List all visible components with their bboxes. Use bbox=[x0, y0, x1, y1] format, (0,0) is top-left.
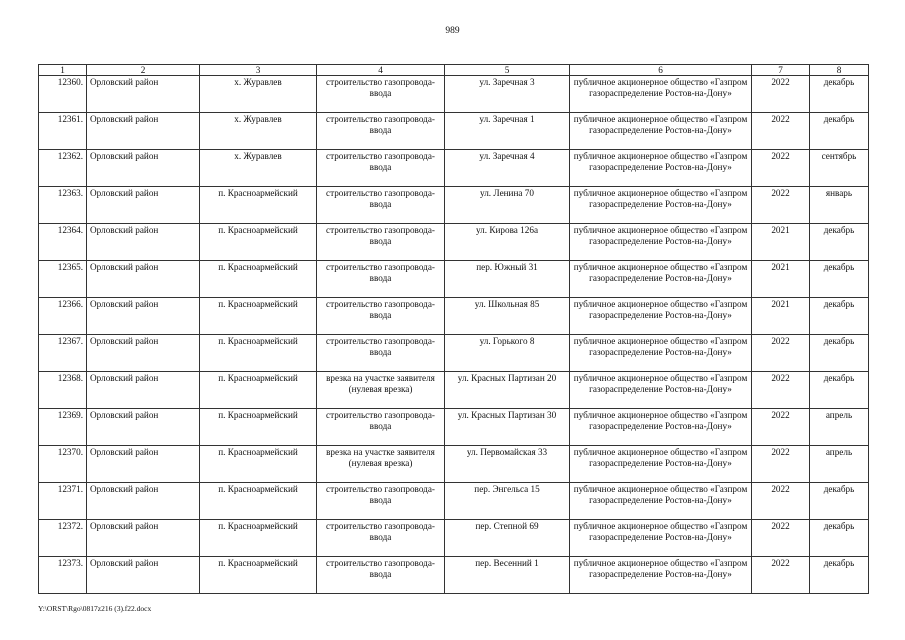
work-type-cell: строительство газопровода-ввода bbox=[317, 261, 445, 298]
address-cell: пер. Весенний 1 bbox=[445, 557, 570, 594]
district-cell: Орловский район bbox=[87, 483, 200, 520]
month-cell: сентябрь bbox=[810, 150, 869, 187]
month-cell: декабрь bbox=[810, 113, 869, 150]
work-type-cell: строительство газопровода-ввода bbox=[317, 557, 445, 594]
month-cell: декабрь bbox=[810, 298, 869, 335]
year-cell: 2022 bbox=[752, 150, 810, 187]
month-cell: декабрь bbox=[810, 372, 869, 409]
work-type-cell: врезка на участке заявителя (нулевая врезка) bbox=[317, 372, 445, 409]
organization-cell: публичное акционерное общество «Газпром газораспределение Ростов-на-Дону» bbox=[570, 224, 752, 261]
page-number: 989 bbox=[445, 26, 460, 36]
work-type-cell: строительство газопровода-ввода bbox=[317, 150, 445, 187]
organization-cell: публичное акционерное общество «Газпром газораспределение Ростов-на-Дону» bbox=[570, 409, 752, 446]
table-row bbox=[39, 224, 869, 261]
settlement-cell: п. Красноармейский bbox=[200, 483, 317, 520]
address-cell: ул. Первомайская 33 bbox=[445, 446, 570, 483]
table-row bbox=[39, 76, 869, 113]
row-number-cell: 12360. bbox=[39, 76, 87, 113]
table-row bbox=[39, 446, 869, 483]
year-cell: 2021 bbox=[752, 298, 810, 335]
table-row bbox=[39, 113, 869, 150]
table-row bbox=[39, 483, 869, 520]
work-type-cell: строительство газопровода-ввода bbox=[317, 335, 445, 372]
row-number-cell: 12363. bbox=[39, 187, 87, 224]
district-cell: Орловский район bbox=[87, 409, 200, 446]
district-cell: Орловский район bbox=[87, 187, 200, 224]
work-type-cell: строительство газопровода-ввода bbox=[317, 483, 445, 520]
work-type-cell: строительство газопровода-ввода bbox=[317, 224, 445, 261]
year-cell: 2022 bbox=[752, 113, 810, 150]
row-number-cell: 12371. bbox=[39, 483, 87, 520]
column-header: 8 bbox=[810, 65, 869, 76]
column-header: 5 bbox=[445, 65, 570, 76]
district-cell: Орловский район bbox=[87, 76, 200, 113]
work-type-cell: врезка на участке заявителя (нулевая врезка) bbox=[317, 446, 445, 483]
column-header: 4 bbox=[317, 65, 445, 76]
district-cell: Орловский район bbox=[87, 150, 200, 187]
row-number-cell: 12367. bbox=[39, 335, 87, 372]
year-cell: 2021 bbox=[752, 261, 810, 298]
organization-cell: публичное акционерное общество «Газпром газораспределение Ростов-на-Дону» bbox=[570, 446, 752, 483]
settlement-cell: х. Журавлев bbox=[200, 150, 317, 187]
year-cell: 2022 bbox=[752, 483, 810, 520]
year-cell: 2022 bbox=[752, 409, 810, 446]
organization-cell: публичное акционерное общество «Газпром газораспределение Ростов-на-Дону» bbox=[570, 76, 752, 113]
organization-cell: публичное акционерное общество «Газпром газораспределение Ростов-на-Дону» bbox=[570, 520, 752, 557]
organization-cell: публичное акционерное общество «Газпром газораспределение Ростов-на-Дону» bbox=[570, 483, 752, 520]
table-row bbox=[39, 520, 869, 557]
settlement-cell: х. Журавлев bbox=[200, 113, 317, 150]
row-number-cell: 12373. bbox=[39, 557, 87, 594]
table-row bbox=[39, 298, 869, 335]
settlement-cell: п. Красноармейский bbox=[200, 520, 317, 557]
month-cell: апрель bbox=[810, 409, 869, 446]
work-type-cell: строительство газопровода-ввода bbox=[317, 113, 445, 150]
work-type-cell: строительство газопровода-ввода bbox=[317, 298, 445, 335]
settlement-cell: п. Красноармейский bbox=[200, 261, 317, 298]
month-cell: декабрь bbox=[810, 335, 869, 372]
table-body bbox=[39, 76, 869, 594]
row-number-cell: 12362. bbox=[39, 150, 87, 187]
settlement-cell: п. Красноармейский bbox=[200, 557, 317, 594]
district-cell: Орловский район bbox=[87, 335, 200, 372]
organization-cell: публичное акционерное общество «Газпром газораспределение Ростов-на-Дону» bbox=[570, 298, 752, 335]
address-cell: ул. Красных Партизан 20 bbox=[445, 372, 570, 409]
work-type-cell: строительство газопровода-ввода bbox=[317, 520, 445, 557]
month-cell: декабрь bbox=[810, 261, 869, 298]
settlement-cell: п. Красноармейский bbox=[200, 409, 317, 446]
registry-table bbox=[38, 64, 869, 594]
row-number-cell: 12366. bbox=[39, 298, 87, 335]
address-cell: ул. Заречная 4 bbox=[445, 150, 570, 187]
table-row bbox=[39, 409, 869, 446]
organization-cell: публичное акционерное общество «Газпром газораспределение Ростов-на-Дону» bbox=[570, 372, 752, 409]
organization-cell: публичное акционерное общество «Газпром газораспределение Ростов-на-Дону» bbox=[570, 335, 752, 372]
month-cell: декабрь bbox=[810, 557, 869, 594]
address-cell: пер. Степной 69 bbox=[445, 520, 570, 557]
table-row bbox=[39, 187, 869, 224]
month-cell: декабрь bbox=[810, 224, 869, 261]
district-cell: Орловский район bbox=[87, 113, 200, 150]
district-cell: Орловский район bbox=[87, 372, 200, 409]
district-cell: Орловский район bbox=[87, 446, 200, 483]
organization-cell: публичное акционерное общество «Газпром газораспределение Ростов-на-Дону» bbox=[570, 150, 752, 187]
settlement-cell: п. Красноармейский bbox=[200, 446, 317, 483]
settlement-cell: п. Красноармейский bbox=[200, 224, 317, 261]
work-type-cell: строительство газопровода-ввода bbox=[317, 187, 445, 224]
month-cell: апрель bbox=[810, 446, 869, 483]
address-cell: ул. Горького 8 bbox=[445, 335, 570, 372]
settlement-cell: п. Красноармейский bbox=[200, 335, 317, 372]
settlement-cell: х. Журавлев bbox=[200, 76, 317, 113]
row-number-cell: 12368. bbox=[39, 372, 87, 409]
settlement-cell: п. Красноармейский bbox=[200, 298, 317, 335]
district-cell: Орловский район bbox=[87, 298, 200, 335]
organization-cell: публичное акционерное общество «Газпром газораспределение Ростов-на-Дону» bbox=[570, 113, 752, 150]
column-header: 6 bbox=[570, 65, 752, 76]
year-cell: 2022 bbox=[752, 76, 810, 113]
address-cell: ул. Школьная 85 bbox=[445, 298, 570, 335]
row-number-cell: 12361. bbox=[39, 113, 87, 150]
month-cell: декабрь bbox=[810, 483, 869, 520]
table-row bbox=[39, 557, 869, 594]
organization-cell: публичное акционерное общество «Газпром газораспределение Ростов-на-Дону» bbox=[570, 557, 752, 594]
address-cell: ул. Заречная 1 bbox=[445, 113, 570, 150]
column-header: 7 bbox=[752, 65, 810, 76]
year-cell: 2022 bbox=[752, 446, 810, 483]
month-cell: декабрь bbox=[810, 76, 869, 113]
address-cell: ул. Ленина 70 bbox=[445, 187, 570, 224]
address-cell: пер. Южный 31 bbox=[445, 261, 570, 298]
address-cell: ул. Кирова 126а bbox=[445, 224, 570, 261]
settlement-cell: п. Красноармейский bbox=[200, 187, 317, 224]
row-number-cell: 12370. bbox=[39, 446, 87, 483]
table-row bbox=[39, 372, 869, 409]
month-cell: январь bbox=[810, 187, 869, 224]
district-cell: Орловский район bbox=[87, 261, 200, 298]
year-cell: 2022 bbox=[752, 372, 810, 409]
column-header: 1 bbox=[39, 65, 87, 76]
table-row bbox=[39, 335, 869, 372]
district-cell: Орловский район bbox=[87, 224, 200, 261]
month-cell: декабрь bbox=[810, 520, 869, 557]
year-cell: 2022 bbox=[752, 187, 810, 224]
table-row bbox=[39, 150, 869, 187]
organization-cell: публичное акционерное общество «Газпром газораспределение Ростов-на-Дону» bbox=[570, 261, 752, 298]
column-header: 2 bbox=[87, 65, 200, 76]
year-cell: 2021 bbox=[752, 224, 810, 261]
table-row bbox=[39, 261, 869, 298]
row-number-cell: 12372. bbox=[39, 520, 87, 557]
work-type-cell: строительство газопровода-ввода bbox=[317, 76, 445, 113]
row-number-cell: 12365. bbox=[39, 261, 87, 298]
row-number-cell: 12364. bbox=[39, 224, 87, 261]
district-cell: Орловский район bbox=[87, 520, 200, 557]
column-header: 3 bbox=[200, 65, 317, 76]
district-cell: Орловский район bbox=[87, 557, 200, 594]
address-cell: ул. Заречная 3 bbox=[445, 76, 570, 113]
footer-file-path: Y:\ORST\Rgo\0817z216 (3).f22.docx bbox=[38, 604, 152, 613]
settlement-cell: п. Красноармейский bbox=[200, 372, 317, 409]
address-cell: ул. Красных Партизан 30 bbox=[445, 409, 570, 446]
year-cell: 2022 bbox=[752, 335, 810, 372]
address-cell: пер. Энгельса 15 bbox=[445, 483, 570, 520]
organization-cell: публичное акционерное общество «Газпром газораспределение Ростов-на-Дону» bbox=[570, 187, 752, 224]
row-number-cell: 12369. bbox=[39, 409, 87, 446]
year-cell: 2022 bbox=[752, 557, 810, 594]
work-type-cell: строительство газопровода-ввода bbox=[317, 409, 445, 446]
table-header-row bbox=[39, 65, 869, 76]
year-cell: 2022 bbox=[752, 520, 810, 557]
